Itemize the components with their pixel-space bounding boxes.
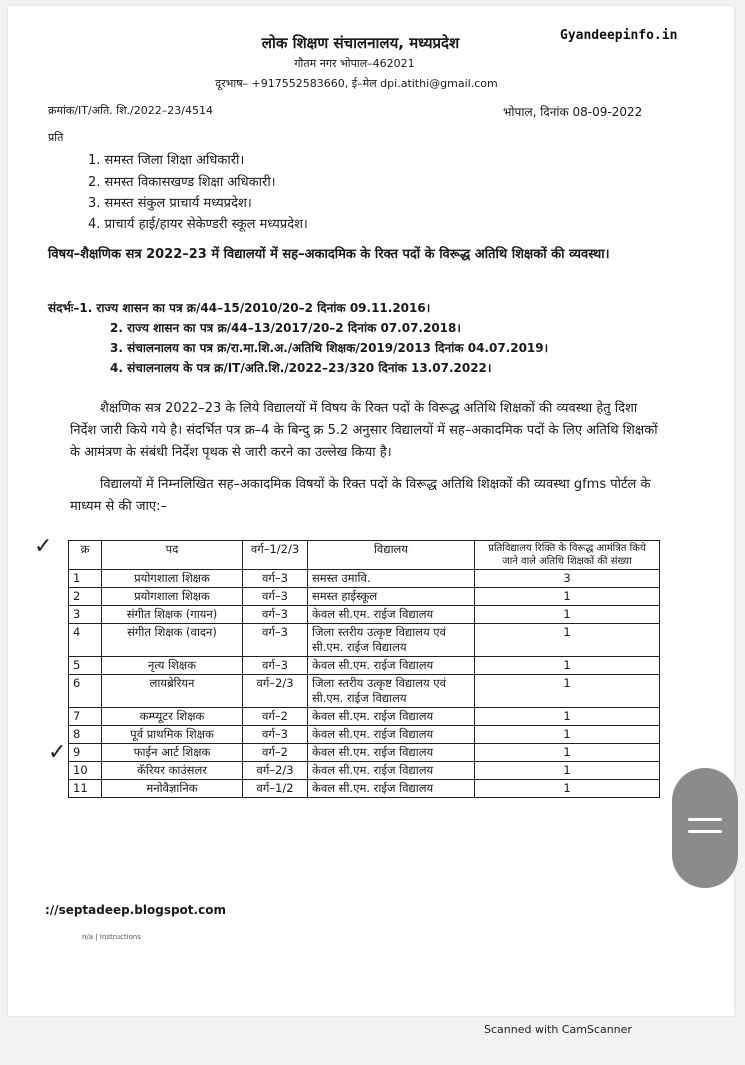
cell-grade: वर्ग–2 — [243, 744, 308, 762]
office-contact: दूरभाष– +917552583660, ई–मेल dpi.atithi@gmail.com — [215, 77, 498, 90]
table-row — [69, 570, 660, 588]
cell-post: पूर्व प्राथमिक शिक्षक — [102, 726, 243, 744]
checkmark-icon: ✓ — [34, 534, 53, 559]
cell-post: संगीत शिक्षक (वादन) — [102, 624, 243, 657]
cell-school: केवल सी.एम. राईज विद्यालय — [308, 606, 475, 624]
cell-sno: 3 — [69, 606, 102, 624]
cell-sno: 9 — [69, 744, 102, 762]
subject-line: विषय–शैक्षणिक सत्र 2022–23 में विद्यालयों में सह–अकादमिक के रिक्त पदों के विरूद्ध अतिथि शिक्षकों की व्यवस्था। — [48, 247, 610, 262]
cell-post: मनोवैज्ञानिक — [102, 780, 243, 798]
cell-grade: वर्ग–2/3 — [243, 675, 308, 708]
cell-sno: 8 — [69, 726, 102, 744]
cell-count: 1 — [475, 657, 660, 675]
cell-sno: 4 — [69, 624, 102, 657]
menu-lines-icon — [688, 818, 722, 821]
cell-sno: 6 — [69, 675, 102, 708]
cell-post: नृत्य शिक्षक — [102, 657, 243, 675]
references-block — [48, 298, 548, 378]
cell-sno: 5 — [69, 657, 102, 675]
blog-url: ://septadeep.blogspot.com — [45, 903, 226, 917]
table-row — [69, 657, 660, 675]
recipient-item: 4. प्राचार्य हाई/हायर सेकेण्डरी स्कूल मध्यप्रदेश। — [88, 217, 308, 232]
cell-count: 1 — [475, 606, 660, 624]
recipient-item: 3. समस्त संकुल प्राचार्य मध्यप्रदेश। — [88, 196, 252, 211]
table-row — [69, 588, 660, 606]
cell-count: 1 — [475, 708, 660, 726]
table-row — [69, 744, 660, 762]
cell-grade: वर्ग–1/2 — [243, 780, 308, 798]
table-row — [69, 726, 660, 744]
cell-grade: वर्ग–3 — [243, 624, 308, 657]
scanner-note: Scanned with CamScanner — [484, 1023, 632, 1036]
cell-post: कॅरियर काउंसलर — [102, 762, 243, 780]
guest-teacher-table — [68, 540, 660, 798]
letter-date: भोपाल, दिनांक 08-09-2022 — [503, 105, 643, 119]
cell-school: समस्त उमावि. — [308, 570, 475, 588]
recipient-item: 1. समस्त जिला शिक्षा अधिकारी। — [88, 153, 245, 168]
cell-grade: वर्ग–3 — [243, 657, 308, 675]
cell-post: कम्प्यूटर शिक्षक — [102, 708, 243, 726]
office-address: गौतम नगर भोपाल–462021 — [294, 57, 415, 70]
col-header-count: प्रतिविद्यालय रिक्ति के विरूद्ध आमंत्रित किये जाने वाले अतिथि शिक्षकों की संख्या — [475, 541, 660, 570]
cell-sno: 2 — [69, 588, 102, 606]
cell-count: 1 — [475, 624, 660, 657]
cell-post: प्रयोगशाला शिक्षक — [102, 588, 243, 606]
cell-post: प्रयोगशाला शिक्षक — [102, 570, 243, 588]
checkmark-icon: ✓ — [48, 740, 67, 765]
cell-sno: 7 — [69, 708, 102, 726]
cell-grade: वर्ग–3 — [243, 588, 308, 606]
cell-school: जिला स्तरीय उत्कृष्ट विद्यालय एवं सी.एम. राईज विद्यालय — [308, 675, 475, 708]
table-header-row — [69, 541, 660, 570]
body-paragraph-2: विद्यालयों में निम्नलिखित सह–अकादमिक विषयों के रिक्त पदों के विरूद्ध अतिथि शिक्षकों की व्यवस्था gfms पोर्टल के माध्यम से की जाए:– — [70, 477, 651, 514]
cell-school: समस्त हाईस्कूल — [308, 588, 475, 606]
to-label: प्रति — [48, 131, 64, 144]
cell-school: केवल सी.एम. राईज विद्यालय — [308, 744, 475, 762]
reference-item: 4. संचालनालय के पत्र क्र/IT/अति.शि./2022–23/320 दिनांक 13.07.2022। — [110, 361, 492, 375]
cell-post: लायब्रेरियन — [102, 675, 243, 708]
cell-sno: 1 — [69, 570, 102, 588]
reference-item: संदर्भः–1. राज्य शासन का पत्र क्र/44–15/2010/20–2 दिनांक 09.11.2016। — [48, 301, 431, 315]
office-name: लोक शिक्षण संचालनालय, मध्यप्रदेश — [261, 34, 460, 52]
col-header-grade: वर्ग–1/2/3 — [243, 541, 308, 570]
cell-post: संगीत शिक्षक (गायन) — [102, 606, 243, 624]
reference-item: 3. संचालनालय का पत्र क्र/रा.मा.शि.अ./अतिथि शिक्षक/2019/2013 दिनांक 04.07.2019। — [110, 341, 549, 355]
scroll-handle[interactable] — [672, 768, 738, 888]
watermark-text: Gyandeepinfo.in — [560, 28, 678, 43]
recipient-item: 2. समस्त विकासखण्ड शिक्षा अधिकारी। — [88, 175, 276, 190]
cell-sno: 10 — [69, 762, 102, 780]
footer-small-text: n/a | Instructions — [82, 933, 142, 941]
cell-grade: वर्ग–3 — [243, 726, 308, 744]
cell-grade: वर्ग–2/3 — [243, 762, 308, 780]
cell-sno: 11 — [69, 780, 102, 798]
col-header-post: पद — [102, 541, 243, 570]
col-header-school: विद्यालय — [308, 541, 475, 570]
cell-count: 1 — [475, 744, 660, 762]
cell-count: 3 — [475, 570, 660, 588]
cell-grade: वर्ग–2 — [243, 708, 308, 726]
cell-count: 1 — [475, 675, 660, 708]
cell-school: केवल सी.एम. राईज विद्यालय — [308, 762, 475, 780]
table-row — [69, 606, 660, 624]
table-row — [69, 708, 660, 726]
cell-school: जिला स्तरीय उत्कृष्ट विद्यालय एवं सी.एम. राईज विद्यालय — [308, 624, 475, 657]
cell-school: केवल सी.एम. राईज विद्यालय — [308, 657, 475, 675]
body-paragraph-1: शैक्षणिक सत्र 2022–23 के लिये विद्यालयों में विषय के रिक्त पदों के विरूद्ध अतिथि शिक्षकों की व्यवस्था हेतु दिशा निर्देश जारी किये गये है। संदर्भित पत्र क्र–4 के बिन्दु क्र 5.2 अनुसार विद्यालयों में सह–अकादमिक पदों के लिए अतिथि शिक्षकों के आमंत्रण के संबंधी निर्देश पृथक से जारी करने का उल्लेख किया है। — [70, 401, 658, 460]
cell-grade: वर्ग–3 — [243, 606, 308, 624]
cell-school: केवल सी.एम. राईज विद्यालय — [308, 780, 475, 798]
table-row — [69, 675, 660, 708]
cell-count: 1 — [475, 762, 660, 780]
cell-post: फाईन आर्ट शिक्षक — [102, 744, 243, 762]
cell-grade: वर्ग–3 — [243, 570, 308, 588]
cell-school: केवल सी.एम. राईज विद्यालय — [308, 708, 475, 726]
table-row — [69, 624, 660, 657]
col-header-sno: क्र — [69, 541, 102, 570]
reference-item: 2. राज्य शासन का पत्र क्र/44–13/2017/20–2 दिनांक 07.07.2018। — [110, 321, 461, 335]
menu-lines-icon — [688, 830, 722, 833]
table-row — [69, 762, 660, 780]
cell-school: केवल सी.एम. राईज विद्यालय — [308, 726, 475, 744]
table-row — [69, 780, 660, 798]
cell-count: 1 — [475, 780, 660, 798]
reference-number: क्रमांक/IT/अति. शि./2022–23/4514 — [48, 104, 213, 117]
cell-count: 1 — [475, 588, 660, 606]
cell-count: 1 — [475, 726, 660, 744]
